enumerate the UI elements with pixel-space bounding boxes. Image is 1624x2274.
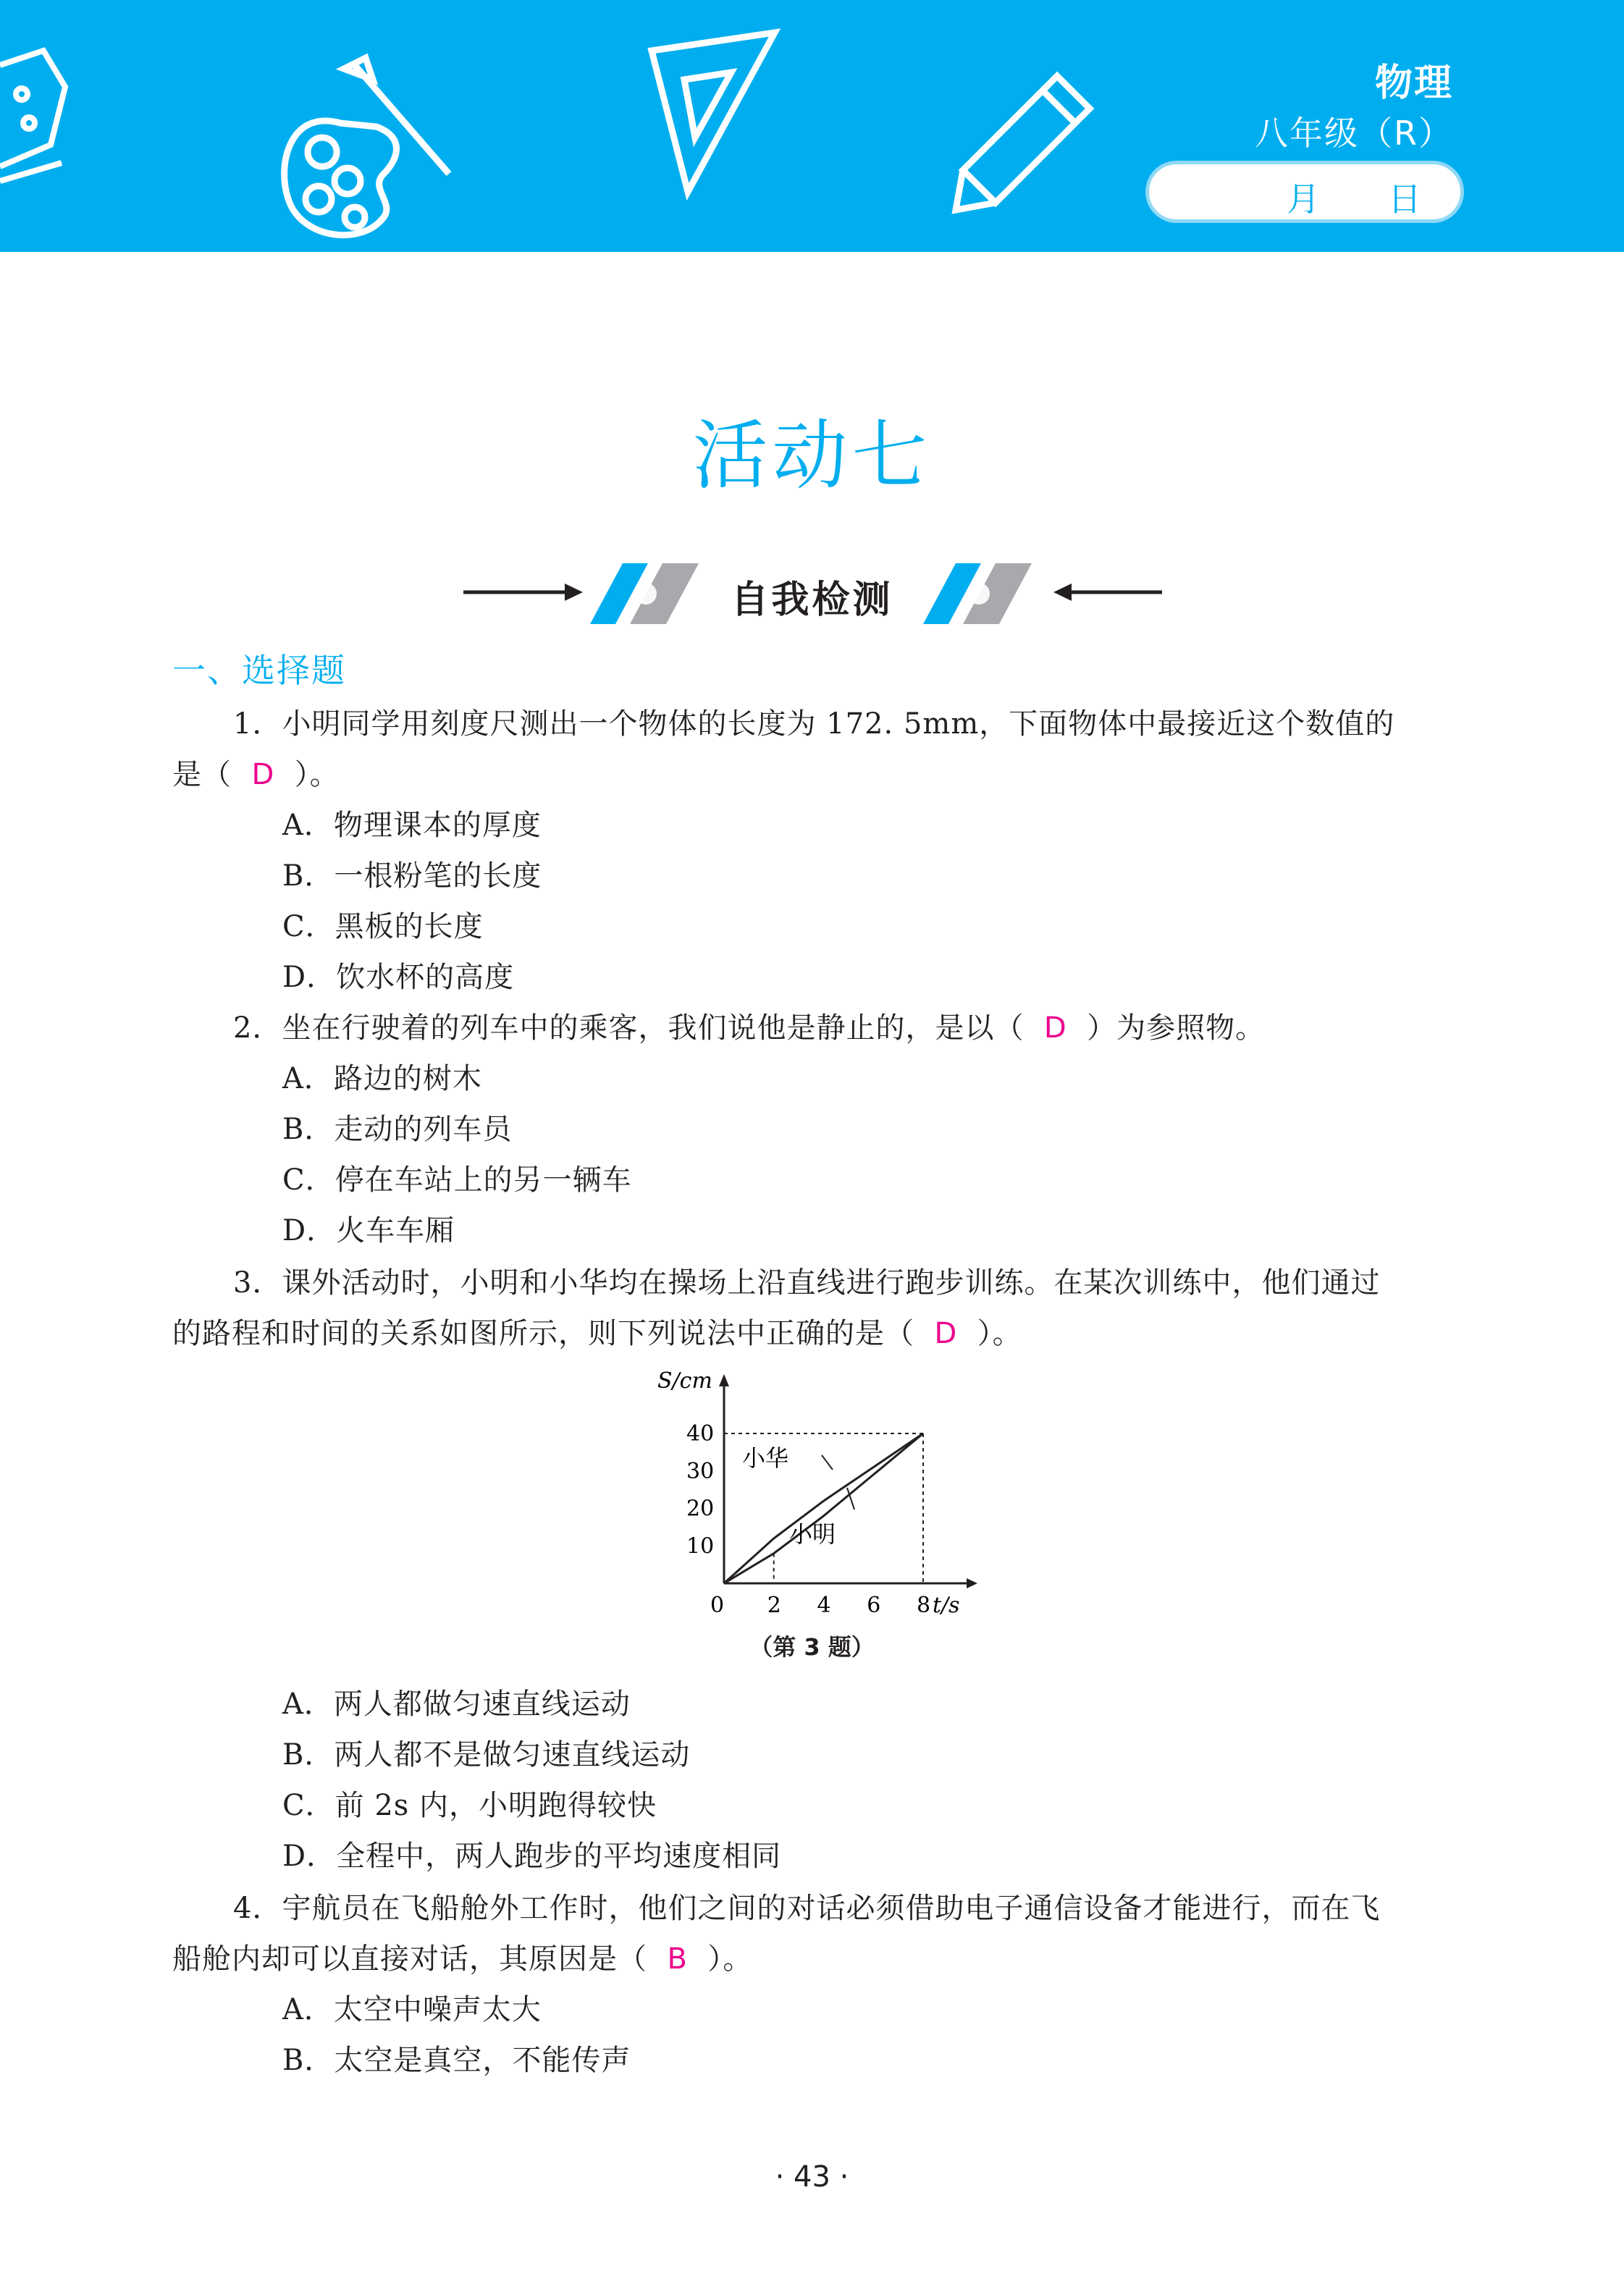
q2-option-b: B．走动的列车员	[282, 1113, 513, 1146]
pencil-icon	[956, 76, 1090, 210]
q1-stem-line2: 是（ D ）。	[172, 758, 340, 791]
section-heading: 一、选择题	[172, 651, 346, 690]
q4-stem-line1: 4．宇航员在飞船舱外工作时，他们之间的对话必须借助电子通信设备才能进行，而在飞	[233, 1892, 1381, 1925]
triangle-ruler-icon	[652, 33, 775, 192]
q4-stem-line2: 船舱内却可以直接对话，其原因是（ B ）。	[172, 1942, 753, 1976]
q3-option-a: A．两人都做匀速直线运动	[282, 1688, 631, 1721]
q3-stem-line1: 3．课外活动时，小明和小华均在操场上沿直线进行跑步训练。在某次训练中，他们通过	[233, 1266, 1381, 1300]
date-field	[1145, 161, 1464, 223]
y-tick-10: 10	[686, 1533, 715, 1559]
q1-option-d: D．饮水杯的高度	[282, 961, 515, 994]
q3-answer: D	[934, 1317, 958, 1350]
q4-option-b: B．太空是真空，不能传声	[282, 2044, 631, 2077]
label-leader-xiaohua	[822, 1455, 833, 1470]
series-label-xiaohua: 小华	[742, 1444, 789, 1472]
skate-icon	[0, 51, 65, 181]
q2-option-a: A．路边的树木	[282, 1062, 482, 1095]
q3-option-c: C．前 2s 内，小明跑得较快	[282, 1789, 657, 1822]
figure-caption: （第 3 题）	[749, 1633, 875, 1661]
page-number: · 43 ·	[775, 2160, 849, 2194]
grade-label: 八年级（R）	[1255, 114, 1453, 153]
y-axis-arrow	[719, 1374, 729, 1386]
x-axis-label: t/s	[933, 1593, 960, 1618]
palette-icon	[285, 58, 449, 235]
x-tick-4: 4	[817, 1593, 831, 1618]
y-tick-20: 20	[686, 1496, 715, 1522]
section-banner: 自我检测	[731, 578, 893, 622]
subject-label: 物理	[1374, 62, 1453, 105]
q1-option-c: C．黑板的长度	[282, 910, 484, 943]
q2-option-c: C．停在车站上的另一辆车	[282, 1163, 632, 1197]
page-header	[0, 0, 1624, 252]
x-tick-6: 6	[867, 1593, 881, 1618]
page-title: 活动七	[692, 411, 932, 500]
q4-option-a: A．太空中噪声太大	[282, 1993, 542, 2026]
x-tick-0: 0	[710, 1593, 725, 1618]
st-graph	[637, 1361, 985, 1622]
q3-option-d: D．全程中，两人跑步的平均速度相同	[282, 1840, 782, 1873]
header-decoration	[0, 0, 1231, 252]
q3-option-b: B．两人都不是做匀速直线运动	[282, 1738, 691, 1772]
q4-answer: B	[667, 1942, 688, 1976]
q1-stem-line1: 1．小明同学用刻度尺测出一个物体的长度为 172. 5mm，下面物体中最接近这个数值的	[233, 707, 1395, 741]
x-axis-arrow	[967, 1578, 977, 1588]
y-axis-label: S/cm	[657, 1368, 712, 1394]
q1-answer: D	[251, 758, 275, 791]
q1-option-b: B．一根粉笔的长度	[282, 859, 542, 893]
y-tick-30: 30	[686, 1458, 715, 1484]
y-tick-40: 40	[686, 1421, 715, 1446]
x-tick-2: 2	[767, 1593, 781, 1618]
q1-option-a: A．物理课本的厚度	[282, 809, 542, 842]
month-label: 月	[1287, 180, 1320, 219]
q2-answer: D	[1043, 1011, 1067, 1045]
series-label-xiaoming: 小明	[789, 1520, 836, 1548]
q3-stem-line2: 的路程和时间的关系如图所示，则下列说法中正确的是（ D ）。	[172, 1317, 1022, 1350]
x-tick-8: 8	[917, 1593, 931, 1618]
day-label: 日	[1388, 180, 1421, 219]
q2-option-d: D．火车车厢	[282, 1214, 455, 1247]
q2-stem: 2．坐在行驶着的列车中的乘客，我们说他是静止的，是以（ D ）为参照物。	[233, 1011, 1266, 1045]
